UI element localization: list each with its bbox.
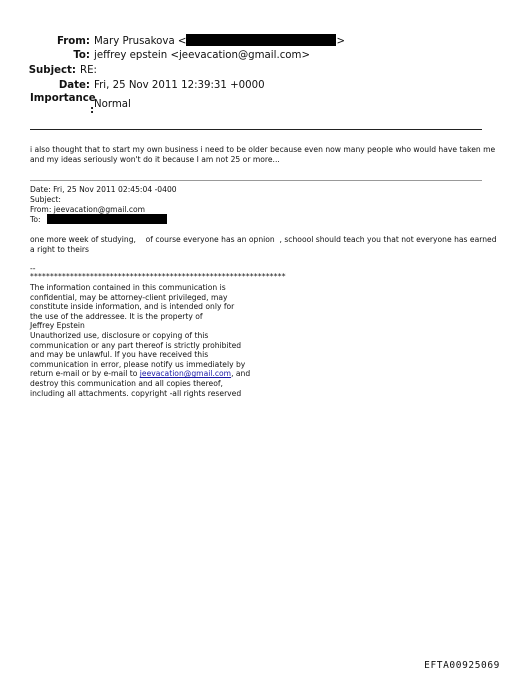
reply-line-1: i also thought that to start my own business i need to be older because even now many people who would have taken me <box>30 145 496 154</box>
disclaimer-line: and may be unlawful. If you have received this <box>30 350 209 360</box>
disclaimer-line: constitute inside information, and is intended only for <box>30 302 235 312</box>
bates-number: EFTA00925069 <box>424 660 500 671</box>
notify-prefix: return e-mail or by e-mail to <box>30 369 140 379</box>
from-label: From: <box>56 36 90 47</box>
quote-divider <box>30 180 482 181</box>
disclaimer-line: destroy this communication and all copies thereof, <box>30 378 223 388</box>
quoted-to-row <box>30 214 167 225</box>
importance-label: Importance <box>30 93 96 104</box>
from-tail: > <box>336 36 346 47</box>
redaction-bar <box>186 34 336 46</box>
redaction-bar <box>47 214 167 224</box>
disclaimer-line: communication or any part thereof is strictly prohibited <box>30 340 242 350</box>
from-row <box>0 34 345 47</box>
disclaimer-line: the use of the addressee. It is the property of <box>30 311 203 321</box>
subject-row <box>0 65 97 76</box>
quoted-from: From: jeevacation@gmail.com <box>30 205 146 214</box>
date-value: Fri, 25 Nov 2011 12:39:31 +0000 <box>94 80 265 91</box>
to-value: jeffrey epstein <jeevacation@gmail.com> <box>94 50 310 61</box>
reply-body <box>30 145 496 164</box>
quoted-date: Date: Fri, 25 Nov 2011 02:45:04 -0400 <box>30 185 177 194</box>
disclaimer-line: Jeffrey Epstein <box>30 321 85 331</box>
disclaimer-line: including all attachments. copyright -all rights reserved <box>30 388 242 398</box>
to-row <box>0 50 310 61</box>
star-line: **************************************************************** <box>30 272 286 281</box>
reply-line-2: and my ideas seriously won't do it because I am not 25 or more... <box>30 154 280 164</box>
from-value <box>94 34 345 47</box>
quoted-subject: Subject: <box>30 195 61 204</box>
disclaimer-line: Unauthorized use, disclosure or copying of this <box>30 330 209 340</box>
quoted-body-line-2: a right to theirs <box>30 244 90 254</box>
date-row <box>0 80 265 91</box>
header-divider <box>30 129 482 130</box>
disclaimer-notify-line <box>30 369 490 379</box>
quoted-body <box>30 235 497 254</box>
disclaimer-line: confidential, may be attorney-client privileged, may <box>30 292 228 302</box>
importance-row <box>30 93 131 116</box>
subject-label: Subject: <box>28 65 76 76</box>
subject-value: RE: <box>80 65 97 76</box>
notify-suffix: , and <box>231 369 251 379</box>
from-name: Mary Prusakova < <box>94 36 187 47</box>
to-label: To: <box>73 50 90 61</box>
importance-colon: : <box>90 105 95 116</box>
quoted-to-label: To: <box>30 215 41 224</box>
disclaimer-line: The information contained in this communication is <box>30 283 226 292</box>
importance-value: Normal <box>94 99 131 110</box>
email-link[interactable]: jeevacation@gmail.com <box>139 369 232 379</box>
quoted-body-line-1: one more week of studying, of course everyone has an opnion , schoool should teach you that not everyone has earned <box>30 235 497 244</box>
signature-separator: -- <box>30 264 36 273</box>
disclaimer <box>30 283 490 398</box>
disclaimer-line: communication in error, please notify us immediately by <box>30 359 246 369</box>
date-label: Date: <box>58 80 90 91</box>
